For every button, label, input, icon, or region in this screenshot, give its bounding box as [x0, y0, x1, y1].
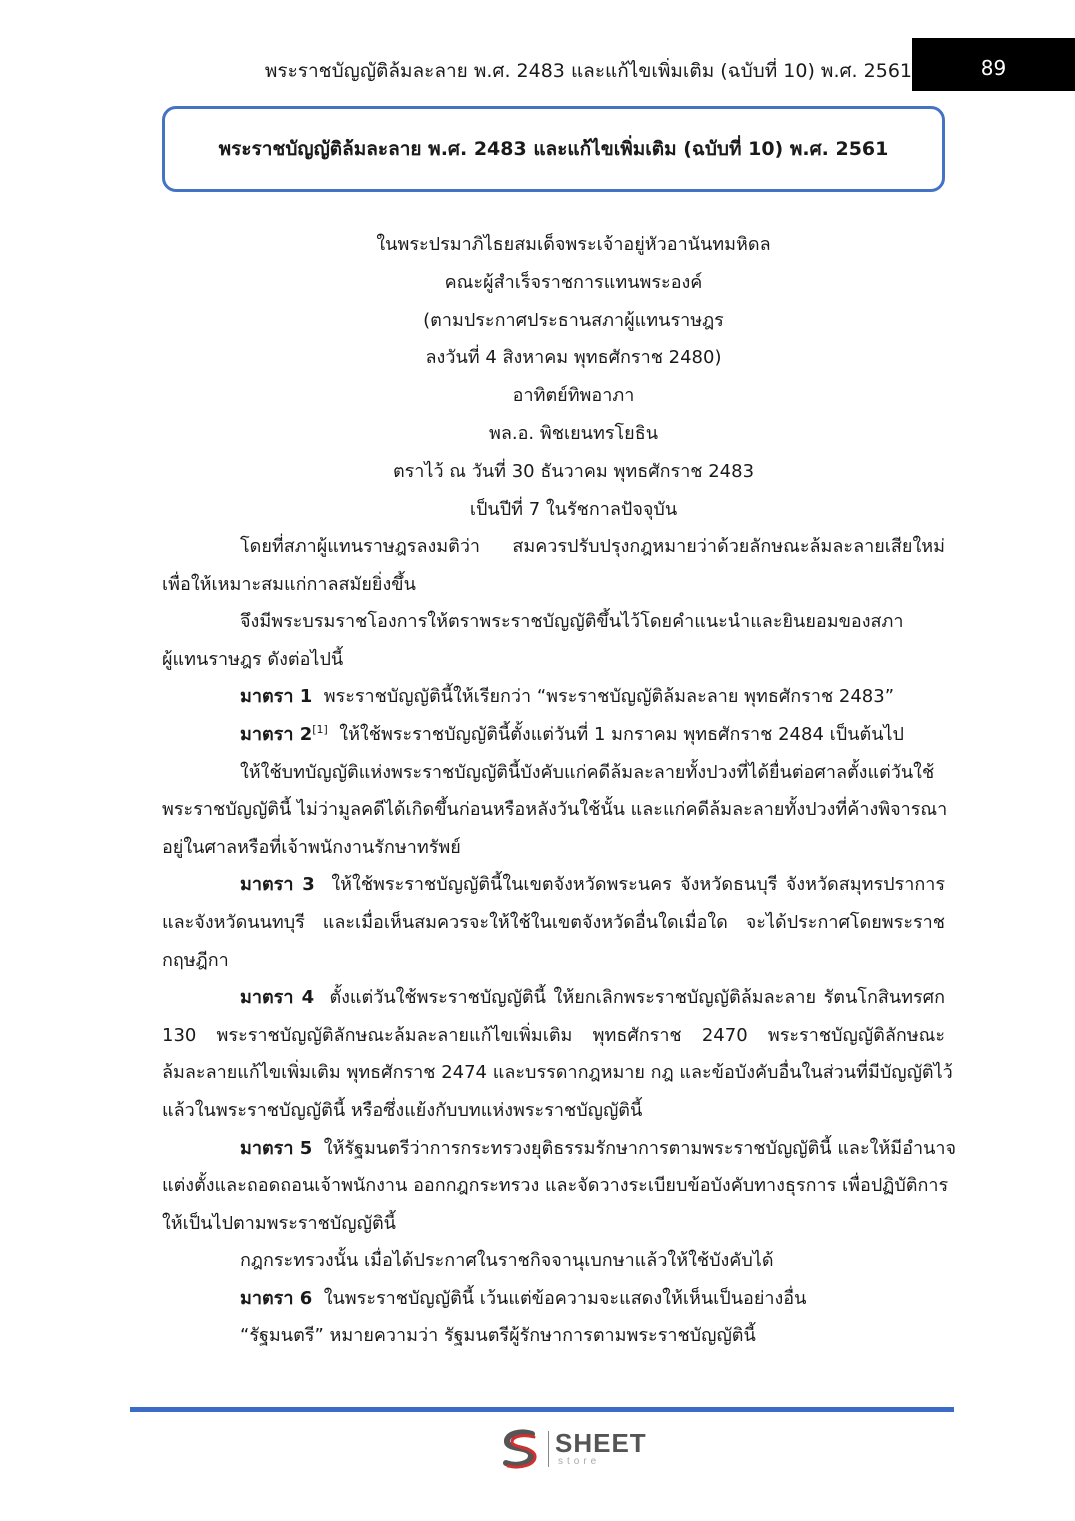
page-number-box — [912, 38, 1075, 91]
section-text: ในพระราชบัญญัตินี้ เว้นแต่ข้อความจะแสดงให้เห็นเป็นอย่างอื่น — [323, 1287, 807, 1309]
preamble-line: อาทิตย์ทิพอาภา — [512, 385, 635, 407]
logo-divider — [548, 1431, 549, 1467]
preamble-line: เป็นปีที่ 7 ในรัชกาลปัจจุบัน — [469, 498, 678, 520]
paragraph-line: อยู่ในศาลหรือที่เจ้าพนักงานรักษาทรัพย์ — [162, 836, 461, 858]
sheet-logo-icon — [498, 1428, 542, 1470]
section-label: มาตรา 4 — [240, 987, 315, 1009]
paragraph-line: และจังหวัดนนทบุรี และเมื่อเห็นสมควรจะให้ใช้ในเขตจังหวัดอื่นใดเมื่อใด จะได้ประกาศโดยพระราช — [162, 911, 945, 933]
section-1 — [162, 678, 945, 716]
paragraph-line: เพื่อให้เหมาะสมแก่กาลสมัยยิ่งขึ้น — [162, 573, 416, 595]
paragraph-line: ผู้แทนราษฎร ดังต่อไปนี้ — [162, 648, 344, 670]
document-body — [162, 528, 957, 1355]
section-label: มาตรา 3 — [240, 874, 315, 896]
paragraph-line: แล้วในพระราชบัญญัตินี้ หรือซึ่งแย้งกับบทแห่งพระราชบัญญัตินี้ — [162, 1099, 643, 1121]
title-box — [162, 106, 945, 192]
preamble-line: ลงวันที่ 4 สิงหาคม พุทธศักราช 2480) — [425, 347, 722, 369]
logo-wordmark: SHEET — [555, 1428, 647, 1458]
paragraph-line: แต่งตั้งและถอดถอนเจ้าพนักงาน ออกกฎกระทรวง และจัดวางระเบียบข้อบังคับทางธุรการ เพื่อปฏิบัติการ — [162, 1175, 949, 1197]
logo-subtext: store — [558, 1456, 601, 1467]
running-header: พระราชบัญญัติล้มละลาย พ.ศ. 2483 และแก้ไขเพิ่มเติม (ฉบับที่ 10) พ.ศ. 2561 — [264, 60, 912, 82]
section-text: ให้ใช้พระราชบัญญัตินี้ตั้งแต่วันที่ 1 มกราคม พุทธศักราช 2484 เป็นต้นไป — [339, 723, 904, 745]
preamble-line: ตราไว้ ณ วันที่ 30 ธันวาคม พุทธศักราช 2483 — [392, 460, 755, 482]
paragraph-line: “รัฐมนตรี” หมายความว่า รัฐมนตรีผู้รักษาการตามพระราชบัญญัตินี้ — [240, 1325, 756, 1347]
section-3 — [162, 866, 945, 904]
paragraph-line: กฤษฎีกา — [162, 949, 229, 971]
section-4 — [162, 979, 945, 1017]
footer-rule — [130, 1407, 954, 1412]
paragraph-line: จึงมีพระบรมราชโองการให้ตราพระราชบัญญัติขึ้นไว้โดยคำแนะนำและยินยอมของสภา — [240, 611, 904, 633]
section-label: มาตรา 5 — [240, 1137, 313, 1159]
section-label: มาตรา 2 — [240, 723, 313, 745]
section-5 — [162, 1130, 957, 1168]
preamble-line: พล.อ. พิชเยนทรโยธิน — [489, 422, 658, 444]
paragraph-line: กฎกระทรวงนั้น เมื่อได้ประกาศในราชกิจจานุเบกษาแล้วให้ใช้บังคับได้ — [240, 1250, 774, 1272]
section-2 — [162, 716, 945, 754]
paragraph-line: 130 พระราชบัญญัติลักษณะล้มละลายแก้ไขเพิ่มเติม พุทธศักราช 2470 พระราชบัญญัติลักษณะ — [162, 1024, 945, 1046]
paragraph-line: ให้ใช้บทบัญญัติแห่งพระราชบัญญัตินี้บังคับแก่คดีล้มละลายทั้งปวงที่ได้ยื่นต่อศาลตั้งแต่วันใช้ — [240, 761, 935, 783]
section-6 — [162, 1280, 945, 1318]
sheet-store-logo — [498, 1428, 648, 1470]
preamble-line: (ตามประกาศประธานสภาผู้แทนราษฎร — [423, 309, 724, 331]
section-text: ให้รัฐมนตรีว่าการกระทรวงยุติธรรมรักษาการตามพระราชบัญญัตินี้ และให้มีอำนาจ — [323, 1137, 957, 1159]
paragraph-line: ให้เป็นไปตามพระราชบัญญัตินี้ — [162, 1212, 396, 1234]
section-text: พระราชบัญญัตินี้ให้เรียกว่า “พระราชบัญญัติล้มละลาย พุทธศักราช 2483” — [323, 686, 895, 708]
page-number: 89 — [980, 56, 1007, 80]
preamble-line: คณะผู้สำเร็จราชการแทนพระองค์ — [444, 271, 703, 293]
paragraph-line: ล้มละลายแก้ไขเพิ่มเติม พุทธศักราช 2474 และบรรดากฎหมาย กฎ และข้อบังคับอื่นในส่วนที่มีบัญญัติไว้ — [162, 1062, 953, 1084]
section-text: ให้ใช้พระราชบัญญัตินี้ในเขตจังหวัดพระนคร จังหวัดธนบุรี จังหวัดสมุทรปราการ — [331, 874, 945, 896]
footnote-marker: [1] — [312, 722, 328, 736]
document-title: พระราชบัญญัติล้มละลาย พ.ศ. 2483 และแก้ไขเพิ่มเติม (ฉบับที่ 10) พ.ศ. 2561 — [218, 138, 889, 160]
paragraph-line: พระราชบัญญัตินี้ ไม่ว่ามูลคดีได้เกิดขึ้นก่อนหรือหลังวันใช้นั้น และแก่คดีล้มละลายทั้งปวงที่ค้างพิจารณา — [162, 799, 948, 821]
section-label: มาตรา 1 — [240, 686, 313, 708]
preamble-line: ในพระปรมาภิไธยสมเด็จพระเจ้าอยู่หัวอานันทมหิดล — [376, 234, 771, 255]
section-text: ตั้งแต่วันใช้พระราชบัญญัตินี้ ให้ยกเลิกพระราชบัญญัติล้มละลาย รัตนโกสินทรศก — [329, 987, 945, 1009]
paragraph-line: โดยที่สภาผู้แทนราษฎรลงมติว่า สมควรปรับปรุงกฎหมายว่าด้วยลักษณะล้มละลายเสียใหม่ — [240, 536, 945, 557]
preamble — [162, 226, 945, 528]
section-label: มาตรา 6 — [240, 1287, 313, 1309]
